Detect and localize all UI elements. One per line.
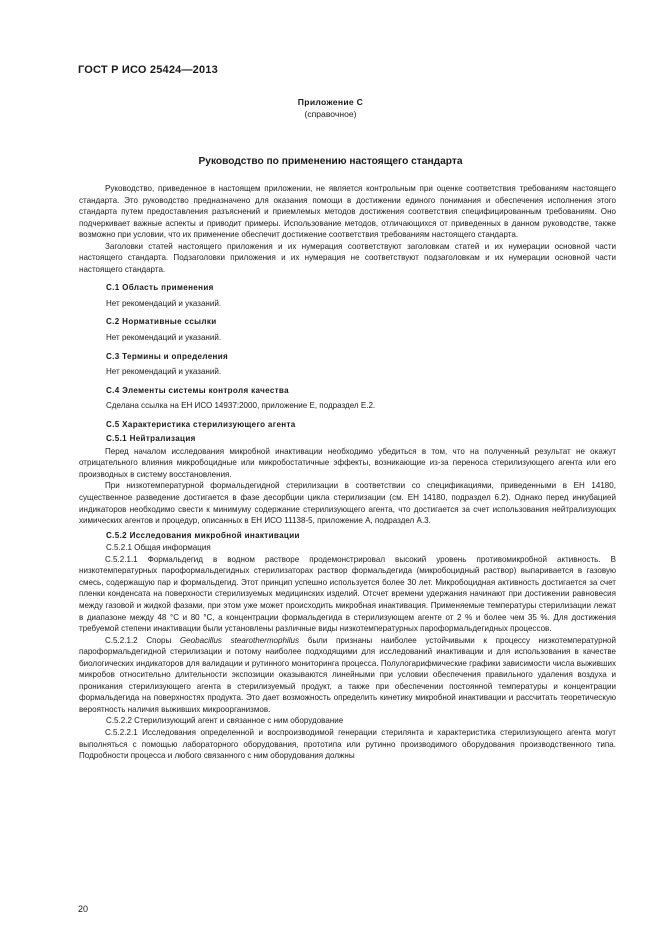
page-number: 20 <box>78 904 89 914</box>
section-heading-c4: С.4 Элементы системы контроля качества <box>106 385 289 395</box>
section-text-c3: Нет рекомендаций и указаний. <box>106 367 222 377</box>
c51-paragraph-1: Перед началом исследования микробной инактивации необходимо убедиться в том, что на полученный результат не окажут отрицательного влияния микробоцидные или микробостатичные эффекты, возникающие из-за переноса стерилизующего агента или его производных в систему восстановления. <box>79 446 616 479</box>
c5221-paragraph: С.5.2.2.1 Исследования определенной и воспроизводимой генерации стерилянта и характеристика стерилизующего агента могут выполняться с помощью лабораторного оборудования, прототипа или рутинно производимого оборудования производственного типа. Подробности процесса и любого связанного с ним оборудования должны <box>79 727 616 761</box>
standard-header: ГОСТ Р ИСО 25424—2013 <box>78 64 218 76</box>
intro-paragraph-1: Руководство, приведенное в настоящем приложении, не является контрольным при оценке соответствия требованиям настоящего стандарта. Это руководство предназначено для оказания помощи в достижении единого понимания и обеспечения исполнения этого стандарта путем предоставления разъяснений и приемлемых методов достижения соответствия специфицированным требованиям. Оно подчеркивает важные аспекты и приводит примеры. Использование методов, отличающихся от приведенных в данном руководстве, также возможно при условии, что их применение обеспечит достижение соответствия требованиям настоящего стандарта. <box>79 184 616 240</box>
species-name: Geobacillus stearothermophilus <box>179 635 300 645</box>
annex-heading <box>0 96 661 120</box>
section-text-c2: Нет рекомендаций и указаний. <box>106 333 222 343</box>
section-text-c4: Сделана ссылка на ЕН ИСО 14937:2000, приложение Е, подраздел Е.2. <box>106 401 376 411</box>
c5212-paragraph <box>79 635 616 716</box>
main-title: Руководство по применению настоящего стандарта <box>198 156 463 167</box>
annex-subtitle: (справочное) <box>304 109 357 119</box>
c51-paragraph-2: При низкотемпературной формальдегидной стерилизации в соответствии со спецификациями, приведенными в ЕН 14180, существенное разведение достигается в фазе десорбции цикла стерилизации (см. ЕН 14180, подраздел 6.2). Однако перед инкубацией индикаторов необходимо свести к минимуму содержание стерилизующего агента, что достигается за счет использования нейтрализующих химических агентов и процедур, описанных в ЕН ИСО 11138-5, приложение А, подраздел А.3. <box>79 481 616 526</box>
section-heading-c2: С.2 Нормативные ссылки <box>106 317 217 327</box>
c5211-paragraph: С.5.2.1.1 Формальдегид в водном растворе продемонстрировал высокий уровень противомикробной активность. В низкотемпературных пароформальдегидных стерилизаторах раствор формальдегида (микробоцидный раствор) выпаривается в газовую смесь, содержащую пар и формальдегид. Этот принцип успешно используется более 30 лет. Микробоцидная активность достигается за счет пленки конденсата на поверхности стерилизуемых медицинских изделий. Отсчет времени удержания начинают при достижении равновесия между газовой и жидкой фазами, при этом уже может происходить микробная инактивация. Применяемые температуры стерилизации лежат в диапазоне между 48 °С и 80 °С, а концентрации формальдегида в стерилизующем агенте от 2 % и более чем 35 %. Для достижения требуемой степени инактивации были установлены различные виды низкотемпературных пароформальдегидных процессов. <box>79 554 616 634</box>
annex-title: Приложение С <box>297 97 364 107</box>
subsection-heading-c521: С.5.2.1 Общая информация <box>106 543 211 553</box>
section-heading-c5: С.5 Характеристика стерилизующего агента <box>106 419 296 429</box>
document-body <box>79 183 616 762</box>
section-text-c1: Нет рекомендаций и указаний. <box>106 298 222 308</box>
intro-paragraph-2: Заголовки статей настоящего приложения и их нумерация соответствуют заголовкам статей и их нумерации основной части настоящего стандарта. Подзаголовки приложения и их нумерация не соответствуют подзаголовкам и их нумерации основной части настоящего стандарта. <box>79 241 616 274</box>
section-heading-c51: С.5.1 Нейтрализация <box>106 434 196 444</box>
c5212-prefix: С.5.2.1.2 Споры <box>105 635 180 645</box>
subsection-heading-c522: С.5.2.2 Стерилизующий агент и связанное с ним оборудование <box>106 716 344 726</box>
section-heading-c1: С.1 Область применения <box>106 283 214 293</box>
section-heading-c3: С.3 Термины и определения <box>106 351 229 361</box>
section-heading-c52: С.5.2 Исследования микробной инактивации <box>106 530 300 540</box>
c5212-rest: были признаны наиболее устойчивыми к процессу низкотемпературной пароформальдегидной стерилизации и потому наиболее подходящими для исследований инактивации и для использования в качестве биологических индикаторов для валидации и рутинного мониторинга процесса. Полулогарифмические графики зависимости числа выживших микробов относительно длительности экспозиции оказываются линейными при условии обеспечения правильного удаления воздуха и проникания стерилизующего агента в стерилизуемый продукт, а также при обеспечении постоянной температуры и концентрации формальдегида на поверхностях продукта. Это дает возможность определить кинетику микробной инактивации и рассчитать теоретическую вероятность наличия выживших микроорганизмов. <box>79 635 616 714</box>
